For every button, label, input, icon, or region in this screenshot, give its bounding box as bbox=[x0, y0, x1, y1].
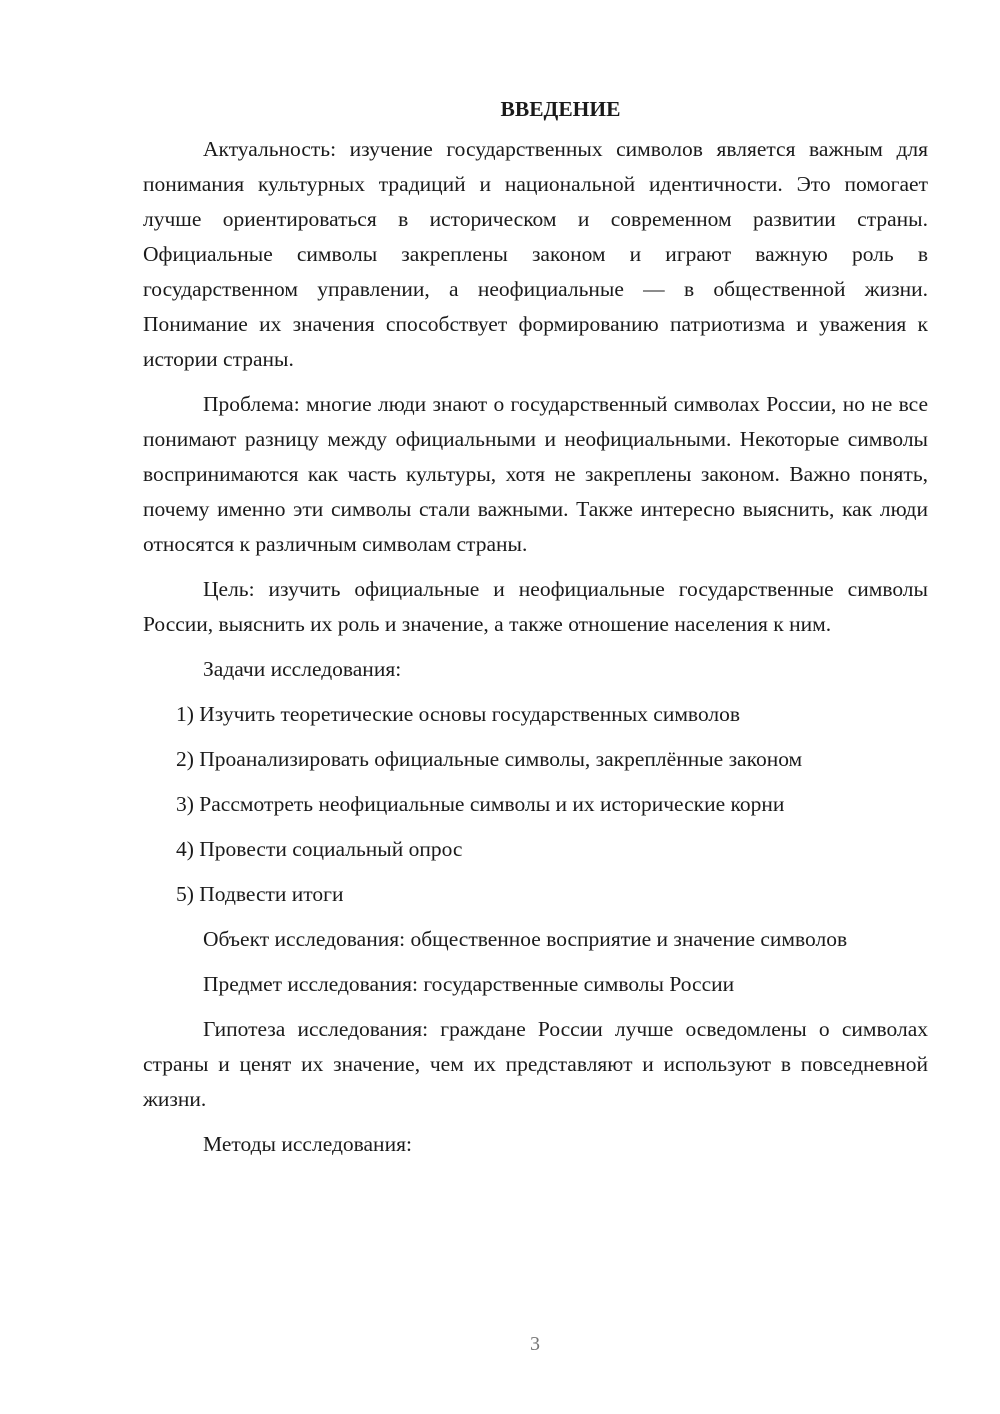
list-item: 3) Рассмотреть неофициальные символы и их исторические корни bbox=[176, 792, 785, 816]
object-paragraph: Объект исследования: общественное восприятие и значение символов bbox=[203, 927, 848, 951]
relevance-paragraph: Актуальность: изучение государственных символов является важным для понимания культурных традиций и национальной идентичности. Это помогает лучше ориентироваться в историческом и современном развитии страны. Официальные символы закреплены законом и играют важную роль в государственном управлении, а неофициальные — в общественной жизни. Понимание их значения способствует формированию патриотизма и уважения к истории страны. bbox=[143, 137, 928, 371]
goal-paragraph: Цель: изучить официальные и неофициальные государственные символы России, выяснить их роль и значение, а также отношение населения к ним. bbox=[143, 577, 928, 636]
problem-paragraph: Проблема: многие люди знают о государственный символах России, но не все понимают разницу между официальными и неофициальными. Некоторые символы воспринимаются как часть культуры, хотя не закреплены законом. Важно понять, почему именно эти символы стали важными. Также интересно выяснить, как люди относятся к различным символам страны. bbox=[143, 392, 928, 556]
list-item: 5) Подвести итоги bbox=[176, 882, 344, 906]
page-number: 3 bbox=[530, 1333, 540, 1355]
methods-heading: Методы исследования: bbox=[203, 1132, 412, 1156]
subject-paragraph: Предмет исследования: государственные символы России bbox=[203, 972, 735, 996]
list-item: 1) Изучить теоретические основы государственных символов bbox=[176, 702, 741, 726]
list-item: 2) Проанализировать официальные символы, закреплённые законом bbox=[176, 747, 803, 771]
tasks-list bbox=[143, 697, 928, 912]
tasks-heading: Задачи исследования: bbox=[203, 657, 402, 681]
document-page bbox=[143, 96, 928, 1172]
hypothesis-paragraph: Гипотеза исследования: граждане России лучше осведомлены о символах страны и ценят их значение, чем их представляют и используют в повседневной жизни. bbox=[143, 1017, 928, 1111]
section-title: ВВЕДЕНИЕ bbox=[500, 97, 621, 121]
list-item: 4) Провести социальный опрос bbox=[176, 837, 463, 861]
